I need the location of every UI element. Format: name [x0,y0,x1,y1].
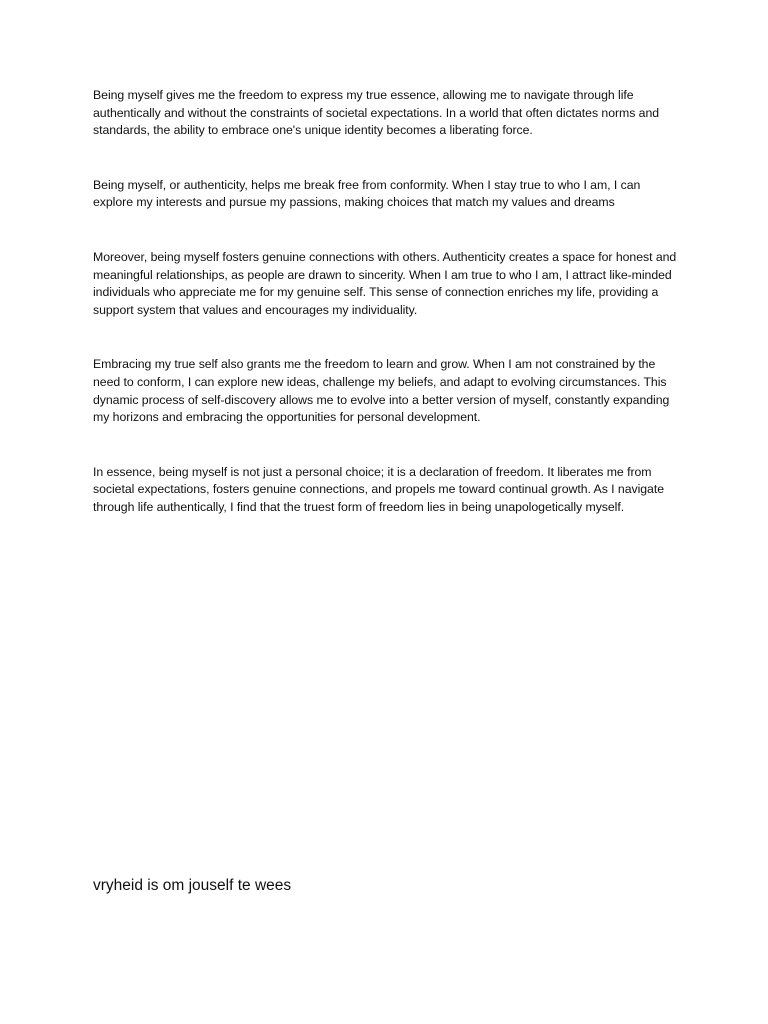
paragraph-1: Being myself gives me the freedom to express my true essence, allowing me to navigate through life authentically and without the constraints of societal expectations. In a world that often dictates norms and standards, the ability to embrace one's unique identity becomes a liberating force. [93,88,660,138]
footer-line: vryheid is om jouself te wees [93,877,292,894]
paragraph-4: Embracing my true self also grants me the freedom to learn and grow. When I am not constrained by the need to conform, I can explore new ideas, challenge my beliefs, and adapt to evolving circumstances. This dynamic process of self-discovery allows me to evolve into a better version of myself, constantly expanding my horizons and embracing the opportunities for personal development. [93,357,670,425]
paragraph-5: In essence, being myself is not just a personal choice; it is a declaration of freedom. It liberates me from societal expectations, fosters genuine connections, and propels me toward continual growth. As I navigate through life authentically, I find that the truest form of freedom lies in being unapologetically myself. [93,464,664,514]
paragraph-2: Being myself, or authenticity, helps me break free from conformity. When I stay true to who I am, I can explore my interests and pursue my passions, making choices that match my values and dreams [93,177,641,210]
essay-body [93,87,681,517]
paragraph-3: Moreover, being myself fosters genuine connections with others. Authenticity creates a space for honest and meaningful relationships, as people are drawn to sincerity. When I am true to who I am, I attract like-minded individuals who appreciate me for my genuine self. This sense of connection enriches my life, providing a support system that values and encourages my individuality. [93,249,677,317]
